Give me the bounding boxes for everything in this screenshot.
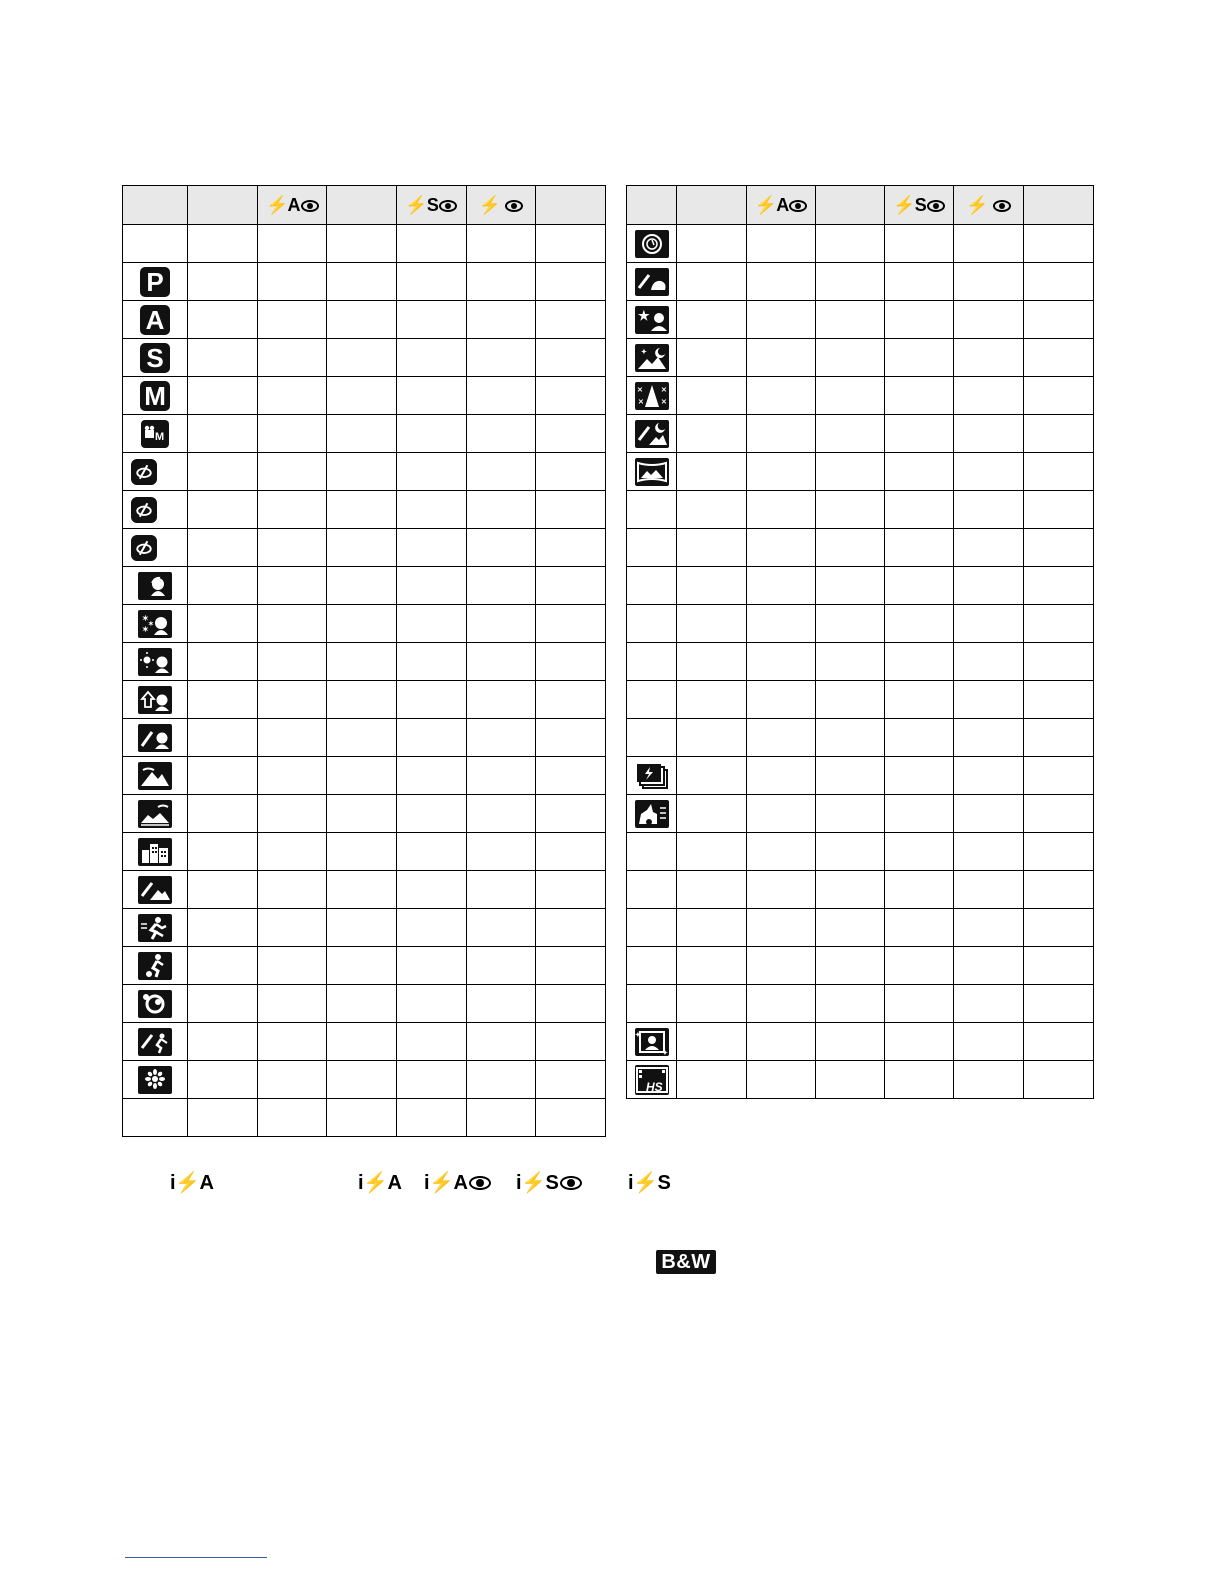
soft-skin-icon bbox=[123, 605, 188, 643]
table-row bbox=[123, 263, 606, 301]
table-row bbox=[123, 871, 606, 909]
table-row bbox=[123, 643, 606, 681]
table-row bbox=[627, 1061, 1094, 1099]
table-row bbox=[627, 985, 1094, 1023]
header-cell bbox=[188, 186, 258, 225]
creative-sports-icon bbox=[123, 1023, 188, 1061]
night-scenery-icon bbox=[627, 339, 677, 377]
table-row bbox=[627, 909, 1094, 947]
photo-frame-icon bbox=[627, 1023, 677, 1061]
table-row bbox=[627, 491, 1094, 529]
header-flash-slow-redeye: ⚡S bbox=[885, 186, 954, 225]
mode-p-icon: P bbox=[123, 263, 188, 301]
table-row bbox=[123, 491, 606, 529]
table-row bbox=[627, 795, 1094, 833]
baby-icon bbox=[123, 985, 188, 1023]
table-row bbox=[123, 567, 606, 605]
creative-night-icon bbox=[627, 415, 677, 453]
redeye-icon bbox=[469, 1176, 491, 1190]
table-row bbox=[627, 871, 1094, 909]
table-row bbox=[627, 263, 1094, 301]
footnote-rule bbox=[125, 1557, 267, 1558]
redeye-icon bbox=[301, 200, 319, 212]
table-row bbox=[123, 377, 606, 415]
table-row bbox=[627, 529, 1094, 567]
svg-text:M: M bbox=[155, 430, 165, 443]
panorama-icon bbox=[627, 453, 677, 491]
flash-burst-icon bbox=[627, 757, 677, 795]
redeye-icon bbox=[789, 200, 807, 212]
header-flash-on-redeye: ⚡ bbox=[954, 186, 1024, 225]
header-cell bbox=[1024, 186, 1094, 225]
table-row bbox=[123, 681, 606, 719]
flower-icon bbox=[123, 1061, 188, 1099]
table-row bbox=[123, 985, 606, 1023]
table-row bbox=[123, 605, 606, 643]
svg-text:✕: ✕ bbox=[636, 386, 643, 394]
header-cell bbox=[327, 186, 396, 225]
mode-s-icon: S bbox=[123, 339, 188, 377]
creative-control-icon bbox=[123, 529, 188, 567]
svg-text:✕: ✕ bbox=[637, 398, 644, 406]
header-cell bbox=[816, 186, 885, 225]
creative-control-icon bbox=[123, 453, 188, 491]
table-row bbox=[123, 529, 606, 567]
table-row bbox=[627, 833, 1094, 871]
table-row bbox=[627, 415, 1094, 453]
table-row bbox=[627, 1023, 1094, 1061]
svg-text:✦: ✦ bbox=[640, 348, 647, 356]
svg-text:✕: ✕ bbox=[660, 398, 667, 406]
table-row bbox=[123, 1099, 606, 1137]
sports-icon bbox=[123, 909, 188, 947]
redeye-icon bbox=[439, 200, 457, 212]
svg-text:✶: ✶ bbox=[148, 620, 154, 628]
table-row bbox=[123, 415, 606, 453]
footer-symbol-2: i⚡A bbox=[358, 1172, 402, 1194]
table-header-row bbox=[627, 186, 1094, 225]
svg-text:✦: ✦ bbox=[661, 1049, 668, 1056]
table-row bbox=[123, 301, 606, 339]
table-row bbox=[123, 719, 606, 757]
table-row bbox=[627, 757, 1094, 795]
svg-text:✶: ✶ bbox=[142, 613, 149, 623]
table-row bbox=[627, 339, 1094, 377]
redeye-icon bbox=[927, 200, 945, 212]
footer-symbol-1: i⚡A bbox=[170, 1172, 214, 1194]
mode-a-icon: A bbox=[123, 301, 188, 339]
header-cell bbox=[123, 186, 188, 225]
svg-text:✶: ✶ bbox=[142, 624, 149, 634]
table-row bbox=[123, 909, 606, 947]
table-row bbox=[627, 377, 1094, 415]
bw-badge-icon: B&W bbox=[656, 1250, 716, 1274]
table-row bbox=[627, 719, 1094, 757]
table-row bbox=[627, 453, 1094, 491]
creative-food-icon bbox=[627, 263, 677, 301]
scenery-wide-icon bbox=[123, 795, 188, 833]
table-row bbox=[123, 833, 606, 871]
svg-text:✕: ✕ bbox=[660, 386, 667, 394]
footer-symbol-3: i⚡A bbox=[424, 1170, 491, 1195]
food-icon bbox=[627, 225, 677, 263]
header-cell bbox=[627, 186, 677, 225]
header-flash-on-redeye: ⚡ bbox=[466, 186, 535, 225]
high-speed-movie-icon bbox=[627, 1061, 677, 1099]
svg-text:HS: HS bbox=[645, 1079, 663, 1094]
table-row bbox=[627, 643, 1094, 681]
header-flash-auto-redeye: ⚡A bbox=[258, 186, 327, 225]
table-row bbox=[123, 795, 606, 833]
table-row bbox=[123, 757, 606, 795]
table-row bbox=[123, 225, 606, 263]
table-row bbox=[627, 225, 1094, 263]
table-row bbox=[123, 947, 606, 985]
creative-movie-icon bbox=[123, 415, 188, 453]
redeye-icon bbox=[560, 1176, 582, 1190]
header-flash-slow-redeye: ⚡S bbox=[396, 186, 466, 225]
illuminations-icon bbox=[627, 377, 677, 415]
table-row bbox=[123, 453, 606, 491]
right-flash-table bbox=[626, 185, 1094, 1099]
table-row bbox=[123, 1023, 606, 1061]
table-row bbox=[627, 681, 1094, 719]
table-header-row bbox=[123, 186, 606, 225]
pet-icon bbox=[627, 795, 677, 833]
night-portrait-icon bbox=[627, 301, 677, 339]
svg-text:★: ★ bbox=[637, 307, 650, 323]
header-flash-auto-redeye: ⚡A bbox=[747, 186, 816, 225]
footer-symbol-4: i⚡S bbox=[516, 1170, 582, 1195]
redeye-icon bbox=[993, 200, 1011, 212]
sports-ball-icon bbox=[123, 947, 188, 985]
redeye-icon bbox=[505, 200, 523, 212]
scenery-icon bbox=[123, 757, 188, 795]
portrait-icon bbox=[123, 567, 188, 605]
creative-scenery-icon bbox=[123, 871, 188, 909]
table-row bbox=[627, 605, 1094, 643]
table-row bbox=[627, 947, 1094, 985]
mode-m-icon: M bbox=[123, 377, 188, 415]
creative-control-icon bbox=[123, 491, 188, 529]
table-row bbox=[123, 1061, 606, 1099]
left-flash-table bbox=[122, 185, 606, 1137]
table-row bbox=[123, 339, 606, 377]
svg-text:✦: ✦ bbox=[634, 1031, 641, 1039]
header-cell bbox=[677, 186, 747, 225]
header-cell bbox=[535, 186, 605, 225]
architecture-icon bbox=[123, 833, 188, 871]
table-row bbox=[627, 567, 1094, 605]
indoor-portrait-icon bbox=[123, 681, 188, 719]
footer-symbol-5: i⚡S bbox=[628, 1172, 671, 1194]
creative-portrait-icon bbox=[123, 719, 188, 757]
outdoor-portrait-icon bbox=[123, 643, 188, 681]
table-row bbox=[627, 301, 1094, 339]
